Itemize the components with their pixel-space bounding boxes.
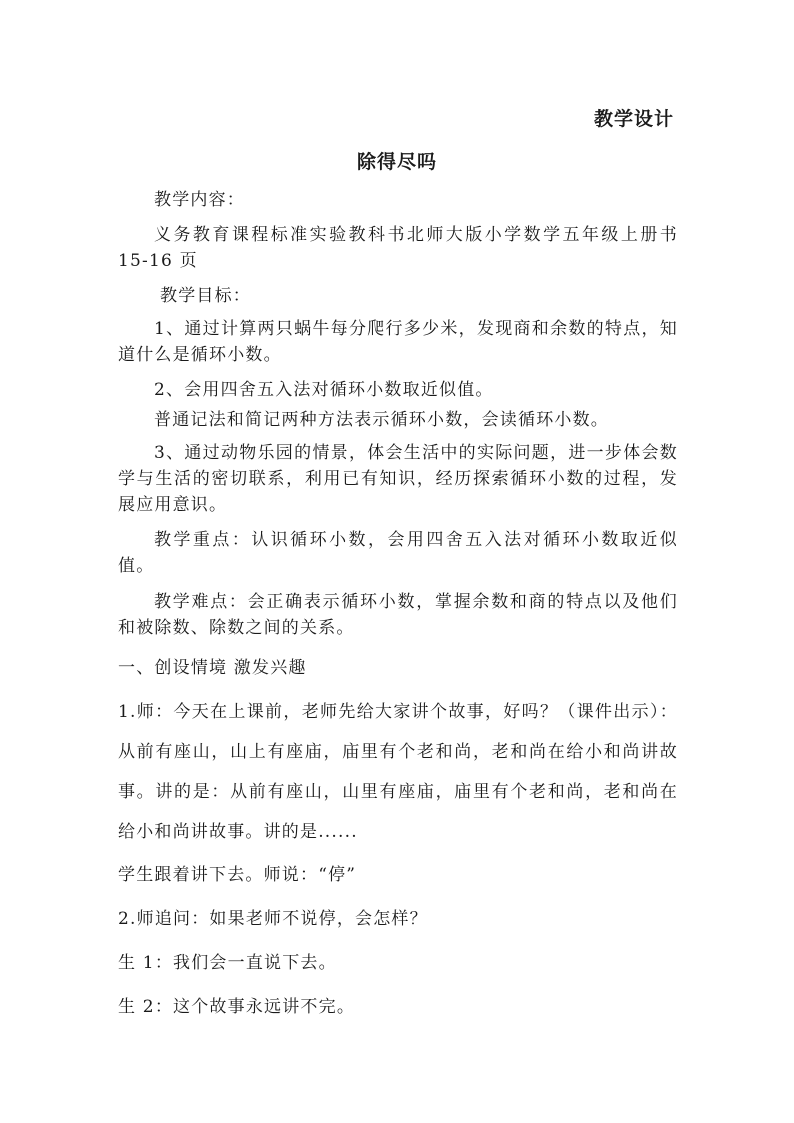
answer-1: 生 1：我们会一直说下去。 (118, 953, 337, 973)
page-title: 除得尽吗 (356, 151, 437, 173)
key-point: 教学重点：认识循环小数，会用四舍五入法对循环小数取近似值。 (118, 530, 678, 576)
document-label: 教学设计 (593, 108, 674, 130)
objective-2: 2、会用四舍五入法对循环小数取近似值。 (154, 380, 494, 400)
content-heading: 教学内容： (154, 190, 245, 210)
objective-1: 1、通过计算两只蜗牛每分爬行多少米，发现商和余数的特点，知道什么是循环小数。 (118, 319, 678, 365)
section-heading-1: 一、创设情境 激发兴趣 (118, 658, 307, 678)
story-paragraph: 1.师：今天在上课前，老师先给大家讲个故事，好吗？（课件出示）：从前有座山，山上有座庙，庙里有个老和尚，老和尚在给小和尚讲故事。讲的是：从前有座山，山里有座庙，庙里有个老和尚，老和尚在给小和尚讲故事。讲的是...... (118, 702, 678, 842)
objective-3: 3、通过动物乐园的情景，体会生活中的实际问题，进一步体会数学与生活的密切联系，利用已有知识，经历探索循环小数的过程，发展应用意识。 (118, 443, 678, 515)
objective-2b: 普通记法和简记两种方法表示循环小数，会读循环小数。 (154, 410, 609, 430)
content-text: 义务教育课程标准实验教科书北师大版小学数学五年级上册书 15-16 页 (118, 225, 678, 271)
objectives-heading: 教学目标： (160, 286, 251, 306)
difficulty: 教学难点：会正确表示循环小数，掌握余数和商的特点以及他们和被除数、除数之间的关系。 (118, 592, 678, 638)
question-line: 2.师追问：如果老师不说停，会怎样？ (118, 909, 428, 929)
follow-line: 学生跟着讲下去。师说：“停” (118, 865, 357, 885)
answer-2: 生 2：这个故事永远讲不完。 (118, 997, 356, 1017)
